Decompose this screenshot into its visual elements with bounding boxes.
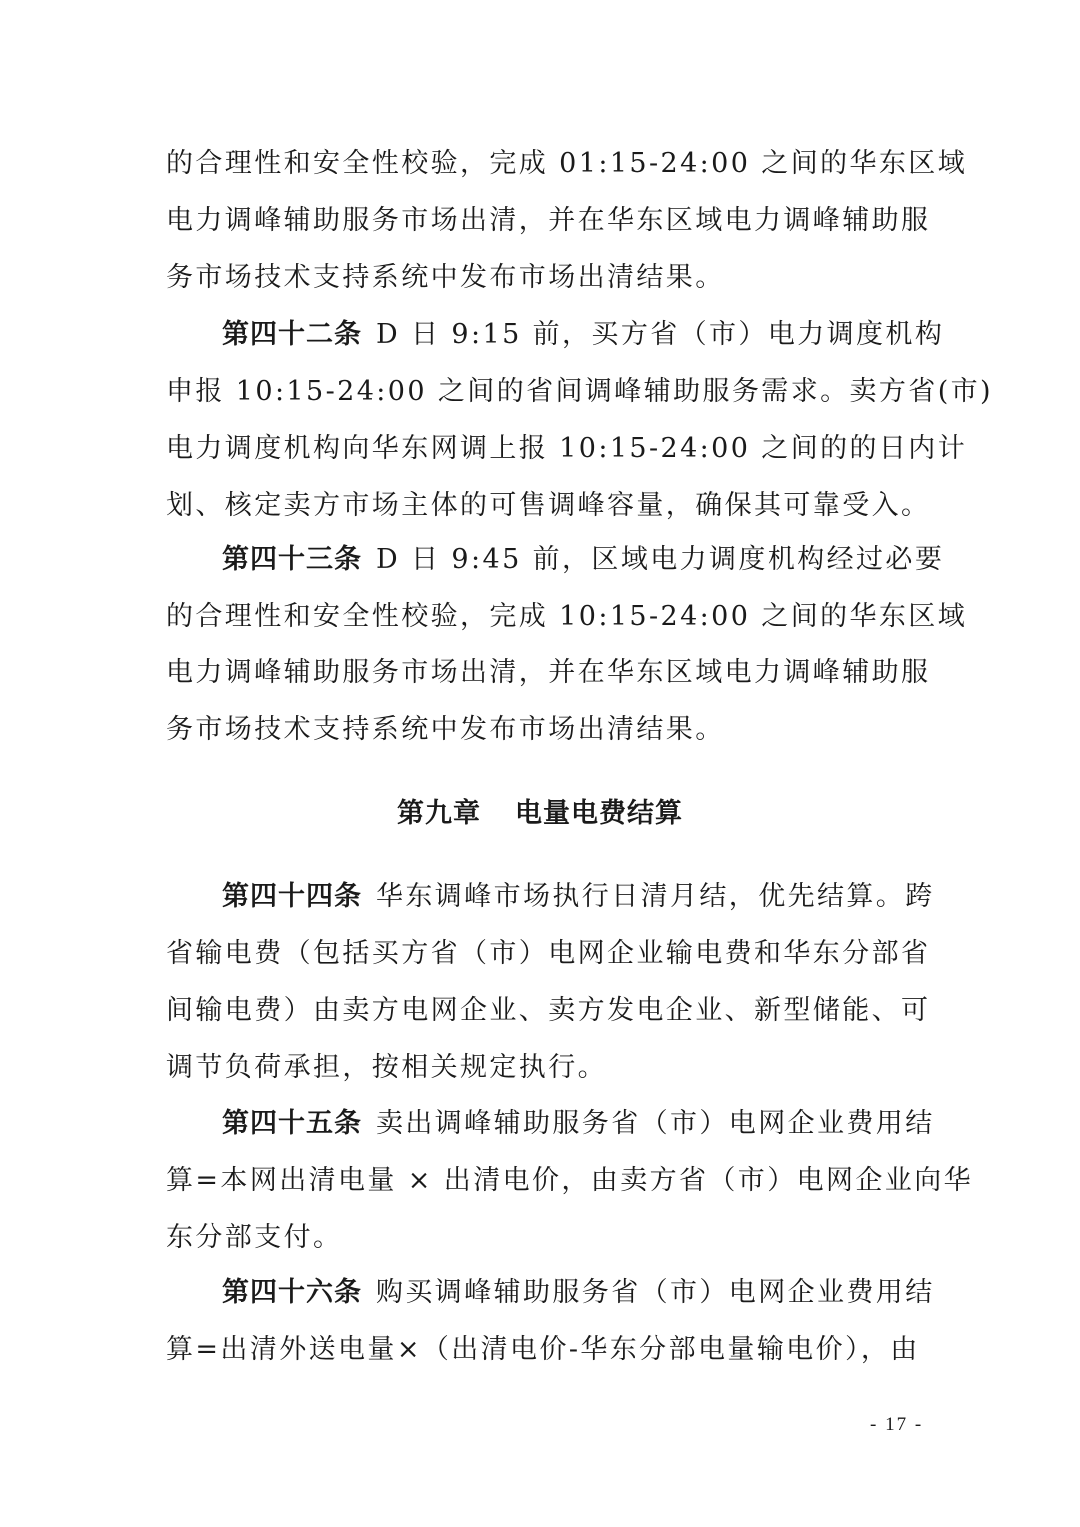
text-line: 申报 10:15-24:00 之间的省间调峰辅助服务需求。卖方省(市) — [166, 376, 993, 407]
article-number: 第四十二条 — [222, 319, 362, 350]
article-paragraph-first-line — [222, 540, 945, 580]
article-number: 第四十三条 — [222, 544, 362, 575]
article-paragraph-first-line — [222, 1273, 935, 1313]
article-number: 第四十六条 — [222, 1277, 362, 1308]
text-line: 务市场技术支持系统中发布市场出清结果。 — [166, 714, 725, 745]
article-paragraph-first-line — [222, 1104, 935, 1144]
chapter-title: 电量电费结算 — [515, 798, 683, 829]
article-paragraph-first-line — [222, 315, 945, 355]
text-line: 算=本网出清电量 × 出清电价，由卖方省（市）电网企业向华 — [166, 1165, 974, 1196]
text-line: 电力调度机构向华东网调上报 10:15-24:00 之间的的日内计 — [166, 433, 968, 464]
text-line: 省输电费（包括买方省（市）电网企业输电费和华东分部省 — [166, 938, 931, 969]
text-line: 划、核定卖方市场主体的可售调峰容量，确保其可靠受入。 — [166, 490, 931, 521]
text-line: 算=出清外送电量×（出清电价-华东分部电量输电价），由 — [166, 1334, 920, 1365]
text-line: 的合理性和安全性校验，完成 01:15-24:00 之间的华东区域 — [166, 148, 968, 179]
chapter-heading — [0, 794, 1080, 834]
text-span: D 日 9:45 前，区域电力调度机构经过必要 — [376, 544, 945, 575]
text-span: 卖出调峰辅助服务省（市）电网企业费用结 — [376, 1108, 935, 1139]
text-line: 东分部支付。 — [166, 1222, 343, 1253]
page-number: - 17 - — [870, 1414, 924, 1435]
text-line: 的合理性和安全性校验，完成 10:15-24:00 之间的华东区域 — [166, 601, 968, 632]
article-number: 第四十四条 — [222, 881, 362, 912]
text-line: 务市场技术支持系统中发布市场出清结果。 — [166, 262, 725, 293]
text-span: 购买调峰辅助服务省（市）电网企业费用结 — [376, 1277, 935, 1308]
text-line: 电力调峰辅助服务市场出清，并在华东区域电力调峰辅助服 — [166, 657, 931, 688]
text-span: D 日 9:15 前，买方省（市）电力调度机构 — [376, 319, 945, 350]
article-paragraph-first-line — [222, 877, 935, 917]
text-line: 电力调峰辅助服务市场出清，并在华东区域电力调峰辅助服 — [166, 205, 931, 236]
text-span: 华东调峰市场执行日清月结，优先结算。跨 — [376, 881, 935, 912]
text-line: 间输电费）由卖方电网企业、卖方发电企业、新型储能、可 — [166, 995, 931, 1026]
chapter-number: 第九章 — [397, 798, 481, 829]
article-number: 第四十五条 — [222, 1108, 362, 1139]
text-line: 调节负荷承担，按相关规定执行。 — [166, 1052, 607, 1083]
